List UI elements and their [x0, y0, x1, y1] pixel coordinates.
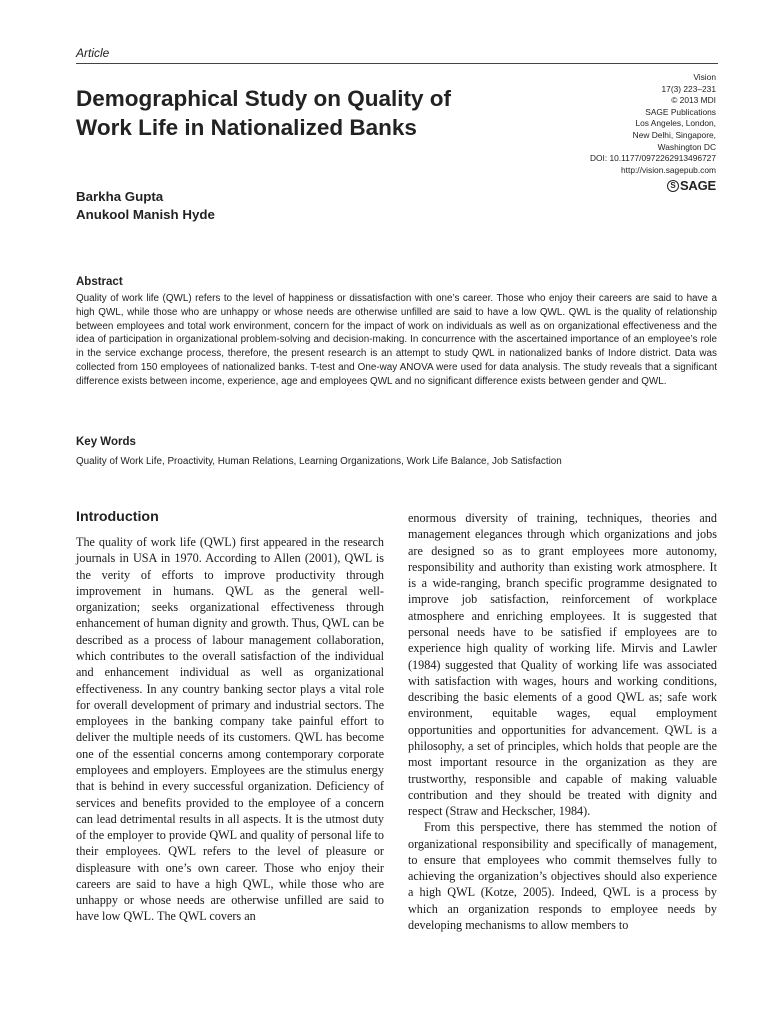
body-paragraph: From this perspective, there has stemmed the notion of organizational responsibility and specifically of management, to ensure that employees who commit themselves fully to achieving the organization’s objectives should also experience a high QWL (Kotze, 2005). Indeed, QWL is a process by which an organization responds to employee needs by developing mechanisms to allow members to [408, 820, 717, 933]
journal-url[interactable]: http://vision.sagepub.com [621, 164, 716, 175]
paper-title: Demographical Study on Quality of Work Life in Nationalized Banks [76, 86, 452, 140]
keywords-list: Quality of Work Life, Proactivity, Human Relations, Learning Organizations, Work Life Balance, Job Satisfaction [76, 456, 562, 467]
journal-location-1: Los Angeles, London, [635, 118, 716, 129]
publisher-logo-text: SAGE [679, 178, 716, 193]
introduction-heading: Introduction [76, 509, 159, 525]
body-column-left [76, 534, 384, 925]
header-divider [76, 63, 718, 64]
abstract-body: Quality of work life (QWL) refers to the level of happiness or dissatisfaction with one’s career. Those who enjoy their careers are said to have a high QWL, while those who are unhappy or whose needs are otherwise unfilled are said to have a low QWL. QWL is the quality of relationship between employees and total work environment, concern for the impact of work on individuals as well as on organizational effectiveness and the idea of participation in organizational problem-solving and decision-making. In concurrence with the ascertained importance of an employee’s role in the service exchange process, therefore, the present research is an attempt to study QWL in nationalized banks of Indore district. Data was collected from 150 employees of nationalized banks. T-test and One-way ANOVA were used for data analysis. The study reveals that a significant difference exists between income, experience, age and employees QWL and no significant difference exists between gender and QWL. [76, 293, 717, 387]
journal-metadata [516, 72, 716, 176]
journal-name: Vision [693, 72, 716, 82]
abstract-heading: Abstract [76, 276, 123, 288]
article-type-label: Article [76, 46, 110, 60]
journal-publisher: SAGE Publications [645, 106, 716, 117]
journal-doi: DOI: 10.1177/0972262913496727 [589, 153, 716, 164]
journal-copyright: © 2013 MDI [671, 95, 716, 106]
sage-circle-s-icon: S [667, 180, 679, 192]
publisher-logo [667, 178, 716, 193]
journal-volume: 17(3) 223–231 [661, 83, 716, 94]
body-paragraph: enormous diversity of training, techniques, theories and management elegances through which organizations and jobs are designed so as to grant employees more autonomy, responsibility and authority than existing work atmosphere. It is a wide-ranging, branch specific programme designated to improve job satisfaction, reinforcement of workplace atmosphere and enriching employees. It is suggested that personal needs have to be satisfied if employees are to experience high quality of working life. Mirvis and Lawler (1984) suggested that Quality of working life was associated with satisfaction with wages, hours and working conditions, describing the basic elements of a good QWL as; safe work environment, equitable wages, equal employment opportunities and opportunities for advancement. QWL is a philosophy, a set of principles, which holds that people are the most important resource in the organization as they are trustworthy, responsible and capable of making valuable contribution and they should be treated with dignity and respect (Straw and Heckscher, 1984). [408, 511, 717, 819]
journal-location-2: New Delhi, Singapore, [632, 129, 716, 140]
author-name: Anukool Manish Hyde [76, 207, 215, 222]
body-column-right [408, 510, 717, 933]
keywords-heading: Key Words [76, 436, 136, 448]
journal-location-3: Washington DC [657, 141, 716, 152]
body-paragraph: The quality of work life (QWL) first appeared in the research journals in USA in 1970. According to Allen (2001), QWL is the verity of efforts to improve productivity through improvement in humans. QWL as the general well-organization; seeks organizational effectiveness through enhancement of human dignity and growth. Thus, QWL can be described as a process of labour management collaboration, which contributes to the overall satisfaction of the individual and enhancement individual as well as organizational effectiveness. In any country banking sector plays a vital role for overall development of primary and industrial sectors. The employees in the banking company take painful effort to deliver the multiple needs of its customers. QWL has become one of the essential concerns among contemporary corporate employees and employers. Employees are the stimulus energy that is behind in every successful organization. Deficiency of services and benefits provided to the employee of a concern can lead detrimental results in all aspects. It is the utmost duty of the employer to provide QWL and quality of personal life to their employees. QWL refers to the level of pleasure or displeasure with one’s own career. Those who enjoy their careers are said to have a high QWL, while those who are unhappy or whose needs are otherwise unfilled are said to have low QWL. The QWL covers an [76, 535, 384, 924]
author-name: Barkha Gupta [76, 189, 164, 204]
author-list [76, 188, 215, 224]
